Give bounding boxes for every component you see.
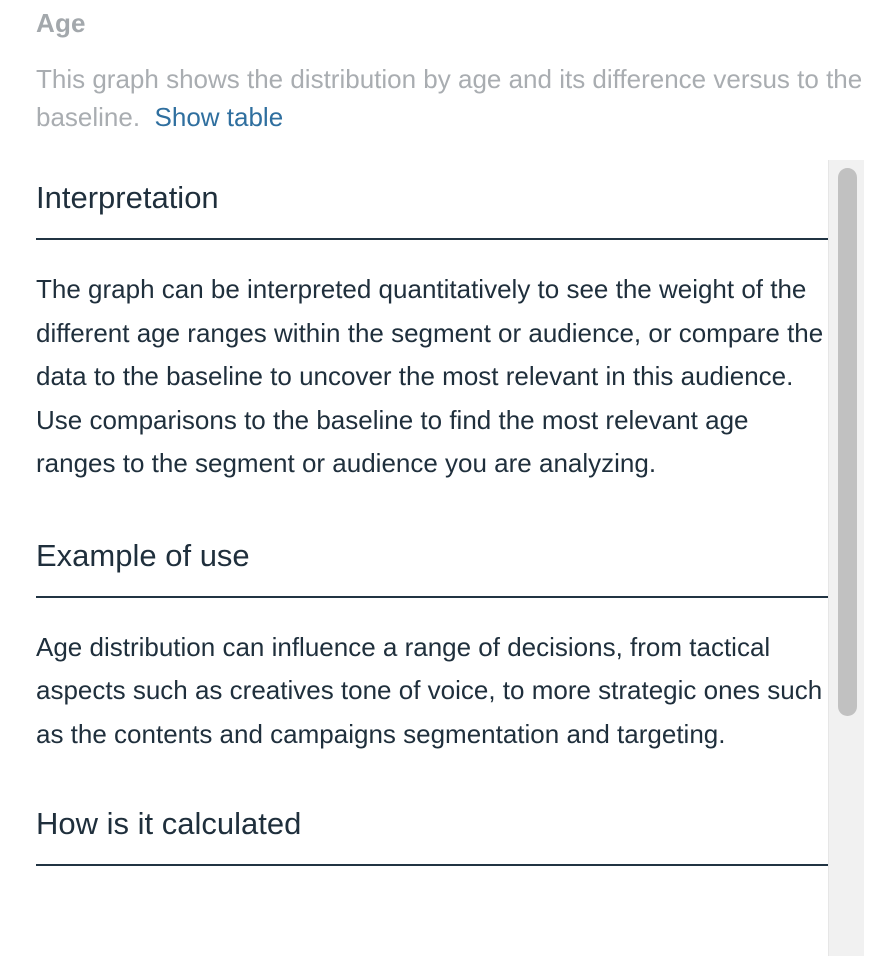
graph-description — [36, 60, 876, 136]
scrollbar-track[interactable] — [828, 160, 864, 956]
description-text: This graph shows the distribution by age and its difference versus to the baseline. — [36, 64, 863, 132]
interpretation-section — [36, 160, 828, 486]
info-panel-content — [36, 160, 828, 894]
scrollbar-thumb[interactable] — [838, 168, 857, 716]
info-scroll-panel[interactable] — [0, 160, 864, 956]
interpretation-body: The graph can be interpreted quantitatively to see the weight of the different age ranges within the segment or audience, or compare the data to the baseline to uncover the most relevant in this audience. Use comparisons to the baseline to find the most relevant age ranges to the segment or audience you are analyzing. — [36, 274, 824, 478]
how-calculated-heading: How is it calculated — [36, 806, 828, 866]
example-of-use-heading: Example of use — [36, 538, 828, 598]
section-title: Age — [36, 8, 86, 38]
example-of-use-section — [36, 538, 828, 757]
interpretation-heading: Interpretation — [36, 180, 828, 240]
example-of-use-body: Age distribution can influence a range of decisions, from tactical aspects such as creatives tone of voice, to more strategic ones such as the contents and campaigns segmentation and targeting. — [36, 631, 823, 749]
show-table-link[interactable]: Show table — [154, 102, 284, 132]
how-calculated-section — [36, 806, 828, 866]
